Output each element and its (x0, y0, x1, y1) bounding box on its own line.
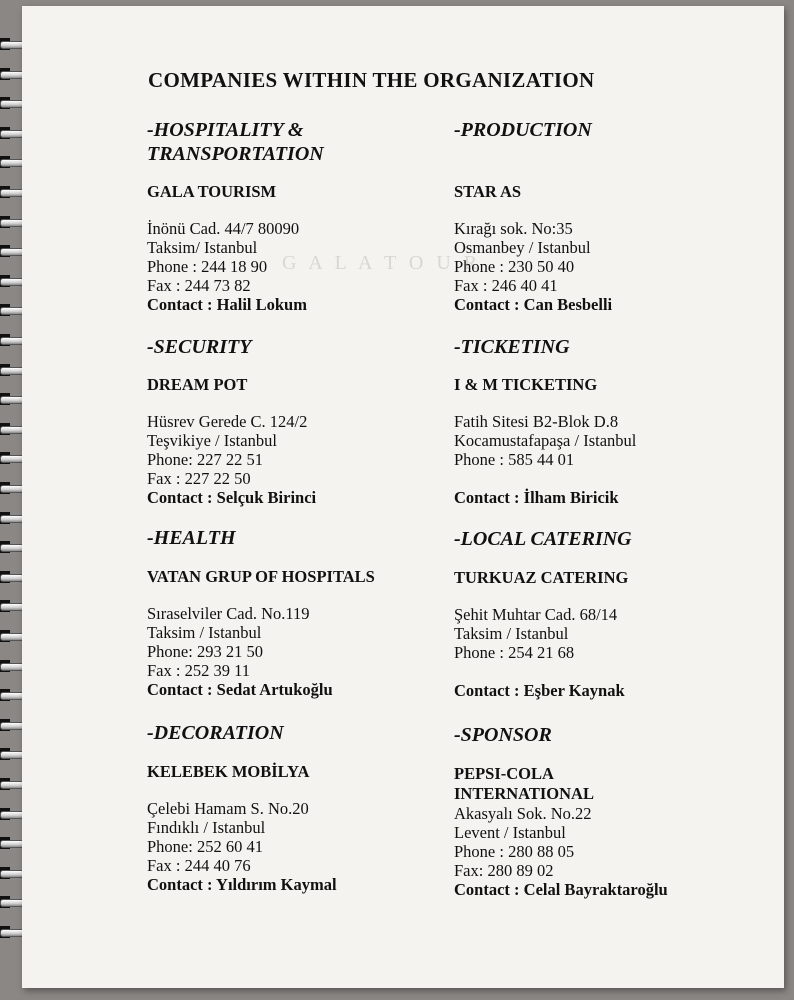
address-line: Şehit Muhtar Cad. 68/14 (454, 605, 618, 624)
fax-line: Fax: 280 89 02 (454, 861, 554, 880)
section-sponsor (454, 723, 764, 899)
fax-line: Fax : 227 22 50 (147, 469, 251, 488)
company-name: PEPSI-COLA (454, 764, 554, 783)
company-name: I & M TICKETING (454, 375, 598, 394)
category-heading-line2: TRANSPORTATION (147, 143, 324, 165)
company-name: TURKUAZ CATERING (454, 568, 629, 587)
contact-line: Contact : Yıldırım Kaymal (147, 875, 337, 894)
address-line: Akasyalı Sok. No.22 (454, 804, 592, 823)
phone-line: Phone : 254 21 68 (454, 643, 575, 662)
fax-line: Fax : 244 40 76 (147, 856, 251, 875)
page-title: COMPANIES WITHIN THE ORGANIZATION (148, 68, 595, 92)
phone-line: Phone: 252 60 41 (147, 837, 263, 856)
company-name: GALA TOURISM (147, 182, 277, 201)
city-line: Fındıklı / Istanbul (147, 818, 266, 837)
city-line: Kocamustafapaşa / Istanbul (454, 431, 637, 450)
section-hospitality (147, 118, 457, 314)
fax-line: Fax : 244 73 82 (147, 276, 251, 295)
category-heading: -PRODUCTION (454, 119, 592, 141)
city-line: Taksim/ Istanbul (147, 238, 258, 257)
address-line: Hüsrev Gerede C. 124/2 (147, 412, 308, 431)
section-production (454, 118, 764, 314)
fax-line: Fax : 246 40 41 (454, 276, 558, 295)
section-security (147, 335, 457, 507)
section-local-catering (454, 527, 764, 700)
category-heading: -SPONSOR (454, 724, 552, 746)
phone-line: Phone : 585 44 01 (454, 450, 575, 469)
category-heading: -HEALTH (147, 527, 236, 549)
phone-line: Phone: 293 21 50 (147, 642, 263, 661)
show-through-text: G A L A T O U R (282, 252, 482, 274)
company-name: VATAN GRUP OF HOSPITALS (147, 567, 375, 586)
category-heading: -SECURITY (147, 336, 252, 358)
city-line: Teşvikiye / Istanbul (147, 431, 277, 450)
contact-line: Contact : Celal Bayraktaroğlu (454, 880, 668, 899)
phone-line: Phone : 244 18 90 (147, 257, 268, 276)
company-name: KELEBEK MOBİLYA (147, 762, 310, 781)
category-heading: -HOSPITALITY & (147, 119, 304, 141)
phone-line: Phone : 230 50 40 (454, 257, 575, 276)
section-health (147, 526, 457, 699)
address-line: Kırağı sok. No:35 (454, 219, 573, 238)
contact-line: Contact : Sedat Artukoğlu (147, 680, 333, 699)
category-heading: -LOCAL CATERING (454, 528, 632, 550)
company-name: STAR AS (454, 182, 522, 201)
contact-line: Contact : İlham Biricik (454, 488, 619, 507)
section-decoration (147, 721, 457, 894)
city-line: Taksim / Istanbul (147, 623, 262, 642)
city-line: Osmanbey / Istanbul (454, 238, 591, 257)
city-line: Taksim / Istanbul (454, 624, 569, 643)
city-line: Levent / Istanbul (454, 823, 566, 842)
category-heading: -DECORATION (147, 722, 284, 744)
company-name-line2: INTERNATIONAL (454, 784, 594, 803)
address-line: Fatih Sitesi B2-Blok D.8 (454, 412, 619, 431)
contact-line: Contact : Halil Lokum (147, 295, 307, 314)
fax-line: Fax : 252 39 11 (147, 661, 250, 680)
contact-line: Contact : Can Besbelli (454, 295, 613, 314)
phone-line: Phone : 280 88 05 (454, 842, 575, 861)
address-line: Çelebi Hamam S. No.20 (147, 799, 309, 818)
contact-line: Contact : Eşber Kaynak (454, 681, 625, 700)
address-line: Sıraselviler Cad. No.119 (147, 604, 310, 623)
phone-line: Phone: 227 22 51 (147, 450, 263, 469)
contact-line: Contact : Selçuk Birinci (147, 488, 317, 507)
category-heading: -TICKETING (454, 336, 570, 358)
company-name: DREAM POT (147, 375, 248, 394)
section-ticketing (454, 335, 764, 507)
address-line: İnönü Cad. 44/7 80090 (147, 219, 300, 238)
